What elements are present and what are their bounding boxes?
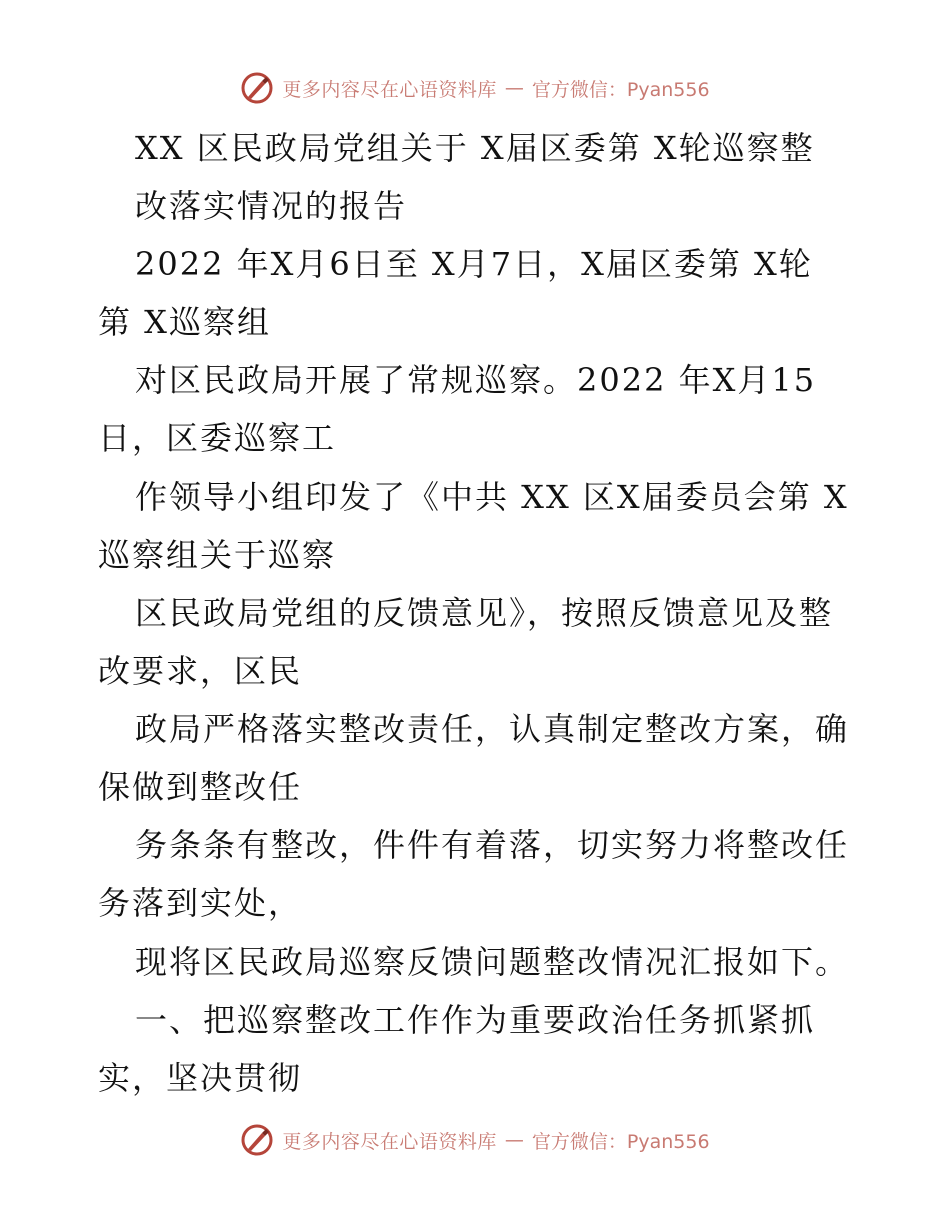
paragraph-line: 改要求，区民	[98, 652, 303, 690]
paragraph-line: 2022 年X月6日至 X月7日，X届区委第 X轮	[135, 245, 813, 283]
banner-separator: —	[504, 77, 524, 99]
title-line-2: 改落实情况的报告	[135, 187, 408, 225]
paragraph-line: 作领导小组印发了《中共 XX 区X届委员会第 X	[135, 478, 849, 516]
paragraph-line: 巡察组关于巡察	[98, 536, 337, 574]
paragraph-line: 日，区委巡察工	[98, 419, 337, 457]
paragraph-line: 务落到实处，	[98, 884, 303, 922]
header-banner	[0, 68, 950, 108]
paragraph-line: 保做到整改任	[98, 768, 303, 806]
banner-separator: —	[504, 1129, 524, 1151]
paragraph-line: 第 X巡察组	[98, 303, 271, 341]
section-heading-line: 实，坚决贯彻	[98, 1059, 303, 1097]
paragraph-line: 现将区民政局巡察反馈问题整改情况汇报如下。	[135, 943, 850, 981]
pen-seal-logo-icon	[240, 71, 274, 105]
footer-banner	[0, 1120, 950, 1160]
paragraph-line: 对区民政局开展了常规巡察。2022 年X月15	[135, 361, 817, 399]
banner-wechat: 官方微信：Pyan556	[531, 78, 710, 101]
pen-seal-logo-icon	[240, 1123, 274, 1157]
paragraph-line: 区民政局党组的反馈意见》，按照反馈意见及整	[135, 594, 834, 632]
banner-wechat: 官方微信：Pyan556	[531, 1130, 710, 1153]
title-line-1: XX 区民政局党组关于 X届区委第 X轮巡察整	[135, 129, 815, 167]
banner-text: 更多内容尽在心语资料库	[282, 78, 497, 101]
section-heading-line: 一、把巡察整改工作作为重要政治任务抓紧抓	[135, 1001, 816, 1039]
banner-text: 更多内容尽在心语资料库	[282, 1130, 497, 1153]
paragraph-line: 务条条有整改，件件有着落，切实努力将整改任	[135, 826, 850, 864]
paragraph-line: 政局严格落实整改责任，认真制定整改方案，确	[135, 710, 850, 748]
